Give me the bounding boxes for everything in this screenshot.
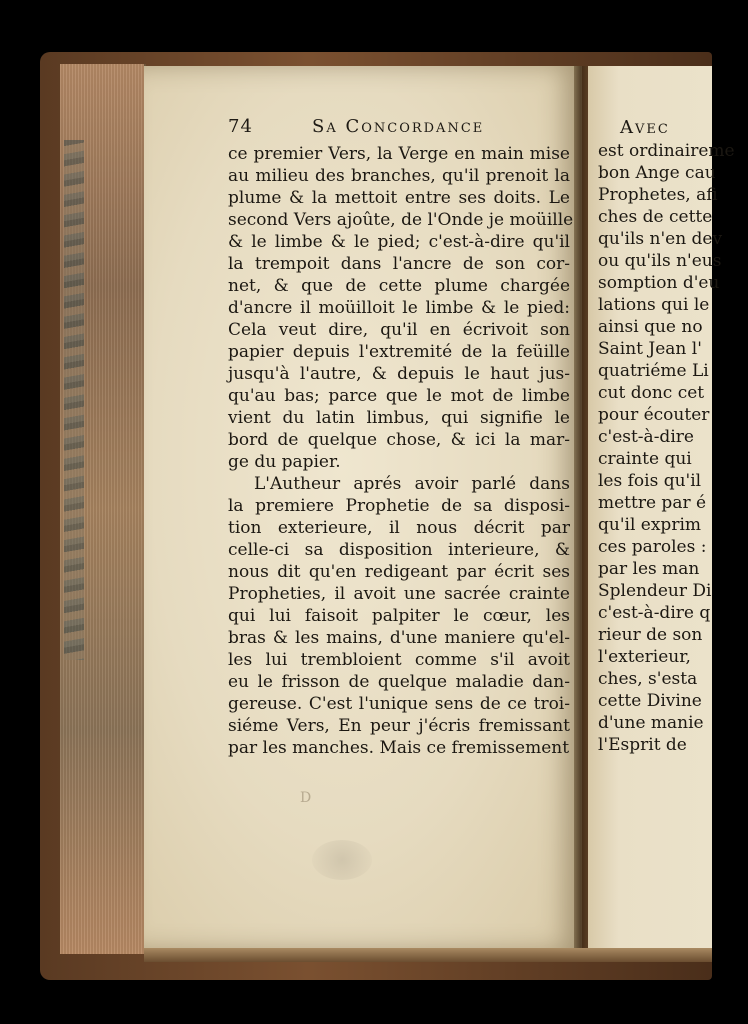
text-line: siéme Vers, En peur j'écris fremissant xyxy=(228,716,570,736)
text-line: net, & que de cette plume chargée xyxy=(228,276,570,296)
text-line: gereuse. C'est l'unique sens de ce troi- xyxy=(228,694,570,714)
text-line: Propheties, il avoit une sacrée crainte xyxy=(228,584,570,604)
text-line: ces paroles : xyxy=(598,537,707,557)
text-line: les fois qu'il xyxy=(598,471,702,491)
text-line: crainte qui xyxy=(598,449,692,469)
running-head xyxy=(228,116,572,140)
text-line: c'est-à-dire xyxy=(598,427,694,447)
text-line: eu le frisson de quelque maladie dan- xyxy=(228,672,570,692)
marbled-edge xyxy=(64,140,84,660)
book-gutter xyxy=(574,66,588,950)
left-page-text xyxy=(228,143,574,759)
text-line: c'est-à-dire q xyxy=(598,603,711,623)
right-page-text xyxy=(598,116,735,756)
text-line: cette Divine xyxy=(598,691,702,711)
text-line: Saint Jean l' xyxy=(598,339,702,359)
text-line: bord de quelque chose, & ici la mar- xyxy=(228,430,570,450)
text-line: par les manches. Mais ce fremissement xyxy=(228,738,570,758)
text-line: l'Esprit de xyxy=(598,735,687,755)
text-line: par les man xyxy=(598,559,700,579)
text-line: qu'au bas; parce que le mot de limbe xyxy=(228,386,570,406)
text-line: les lui trembloient comme s'il avoit xyxy=(228,650,570,670)
text-line: qui lui faisoit palpiter le cœur, les xyxy=(228,606,570,626)
text-line: papier depuis l'extremité de la feüille xyxy=(228,342,570,362)
text-line: somption d'eu xyxy=(598,273,720,293)
text-line: Cela veut dire, qu'il en écrivoit son xyxy=(228,320,570,340)
text-line: second Vers ajoûte, de l'Onde je moüille xyxy=(228,210,574,230)
text-line: plume & la mettoit entre ses doits. Le xyxy=(228,188,570,208)
text-line: d'une manie xyxy=(598,713,704,733)
paper-stain xyxy=(312,840,372,880)
right-running-head: Avec xyxy=(620,117,670,138)
text-line: d'ancre il moüilloit le limbe & le pied: xyxy=(228,298,570,318)
text-line: bon Ange cau xyxy=(598,163,716,183)
text-line: jusqu'à l'autre, & depuis le haut jus- xyxy=(228,364,570,384)
text-line: vient du latin limbus, qui signifie le xyxy=(228,408,570,428)
page-number: 74 xyxy=(228,116,253,137)
text-line: L'Autheur aprés avoir parlé dans xyxy=(254,474,570,494)
text-line: rieur de son xyxy=(598,625,703,645)
text-line: ainsi que no xyxy=(598,317,703,337)
bottom-edge xyxy=(144,948,712,962)
text-line: Splendeur Di xyxy=(598,581,712,601)
text-line: & le limbe & le pied; c'est-à-dire qu'il xyxy=(228,232,570,252)
text-line: qu'il exprim xyxy=(598,515,701,535)
text-line: la premiere Prophetie de sa disposi- xyxy=(228,496,570,516)
text-line: celle-ci sa disposition interieure, & xyxy=(228,540,570,560)
signature-mark: D xyxy=(300,790,312,806)
text-line: Prophetes, afi xyxy=(598,185,718,205)
text-line: ches, s'esta xyxy=(598,669,698,689)
text-line: cut donc cet xyxy=(598,383,705,403)
text-line: ou qu'ils n'eus xyxy=(598,251,722,271)
text-line: ce premier Vers, la Verge en main mise xyxy=(228,144,570,164)
text-line: ge du papier. xyxy=(228,452,341,472)
text-line: ches de cette xyxy=(598,207,713,227)
text-line: tion exterieure, il nous décrit par xyxy=(228,518,570,538)
text-line: la trempoit dans l'ancre de son cor- xyxy=(228,254,570,274)
text-line: qu'ils n'en dev xyxy=(598,229,723,249)
text-line: est ordinaireme xyxy=(598,141,735,161)
text-line: lations qui le xyxy=(598,295,710,315)
text-line: au milieu des branches, qu'il prenoit la xyxy=(228,166,570,186)
text-line: pour écouter xyxy=(598,405,710,425)
text-line: bras & les mains, d'une maniere qu'el- xyxy=(228,628,570,648)
text-line: quatriéme Li xyxy=(598,361,709,381)
text-line: l'exterieur, xyxy=(598,647,691,667)
running-head-title: Sa Concordance xyxy=(312,116,485,137)
text-line: mettre par é xyxy=(598,493,707,513)
text-line: nous dit qu'en redigeant par écrit ses xyxy=(228,562,570,582)
